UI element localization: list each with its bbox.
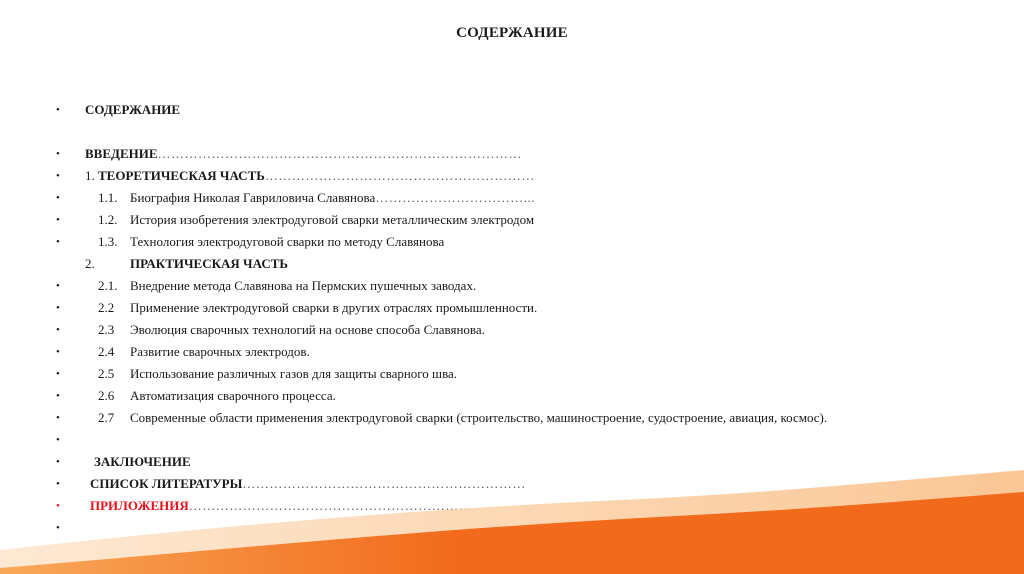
toc-label: ПРИЛОЖЕНИЯ <box>90 498 189 513</box>
toc-dots: ……………………………………………………… <box>188 498 473 513</box>
toc-text: Современные области применения электродуговой сварки (строительство, машиностроение, судостроение, авиация, космос). <box>130 410 828 425</box>
bullet: • <box>56 522 60 534</box>
toc-text: Внедрение метода Славянова на Пермских пушечных заводах. <box>130 278 477 293</box>
toc-number: 1. <box>85 168 95 183</box>
bullet: • <box>56 324 60 336</box>
bullet: • <box>56 170 60 182</box>
bullet: • <box>56 104 60 116</box>
toc-label: ЗАКЛЮЧЕНИЕ <box>94 454 191 469</box>
toc-dots: ……………………………………………………………………… <box>157 146 523 161</box>
toc-dots: ……………………………... <box>375 190 535 205</box>
toc-text: Биография Николая Гавриловича Славянова <box>130 190 376 205</box>
toc-number: 2.4 <box>98 344 115 359</box>
toc-label: ВВЕДЕНИЕ <box>85 146 158 161</box>
bullet: • <box>56 500 60 512</box>
bullet: • <box>56 236 60 248</box>
toc-dots: ……………………………………………………… <box>242 476 526 491</box>
bullet: • <box>56 390 60 402</box>
toc-label: СПИСОК ЛИТЕРАТУРЫ <box>90 476 243 491</box>
toc-dots: …………………………………………………… <box>264 168 535 183</box>
toc-number: 2.5 <box>98 366 115 381</box>
bullet: • <box>56 434 60 446</box>
page-title: СОДЕРЖАНИЕ <box>456 25 568 41</box>
bullet: • <box>56 192 60 204</box>
toc-label: СОДЕРЖАНИЕ <box>85 102 181 117</box>
toc-label: ТЕОРЕТИЧЕСКАЯ ЧАСТЬ <box>98 168 265 183</box>
toc-text: Технология электродуговой сварки по методу Славянова <box>130 234 445 249</box>
toc-text: Автоматизация сварочного процесса. <box>130 388 336 403</box>
toc-number: 2.7 <box>98 410 115 425</box>
bullet: • <box>56 280 60 292</box>
toc-number: 2.6 <box>98 388 115 403</box>
toc-text: Применение электродуговой сварки в других отраслях промышленности. <box>130 300 538 315</box>
bullet: • <box>56 302 60 314</box>
toc-label: ПРАКТИЧЕСКАЯ ЧАСТЬ <box>130 256 288 271</box>
toc-text: История изобретения электродуговой сварки металлическим электродом <box>130 212 535 227</box>
bullet: • <box>56 412 60 424</box>
toc-text: Развитие сварочных электродов. <box>130 344 310 359</box>
bullet: • <box>56 478 60 490</box>
toc-text: Использование различных газов для защиты сварного шва. <box>130 366 458 381</box>
toc-number: 2.1. <box>98 278 118 293</box>
bullet: • <box>56 214 60 226</box>
toc-number: 1.1. <box>98 190 118 205</box>
toc-text: Эволюция сварочных технологий на основе способа Славянова. <box>130 322 485 337</box>
toc-number: 1.2. <box>98 212 118 227</box>
bullet: • <box>56 456 60 468</box>
wave-front <box>0 492 1024 574</box>
toc-number: 2.3 <box>98 322 115 337</box>
orange-wave-decoration <box>0 470 1024 574</box>
bullet: • <box>56 148 60 160</box>
toc-number: 1.3. <box>98 234 118 249</box>
bullet: • <box>56 368 60 380</box>
bullet: • <box>56 346 60 358</box>
toc-number: 2. <box>85 256 95 271</box>
toc-number: 2.2 <box>98 300 115 315</box>
